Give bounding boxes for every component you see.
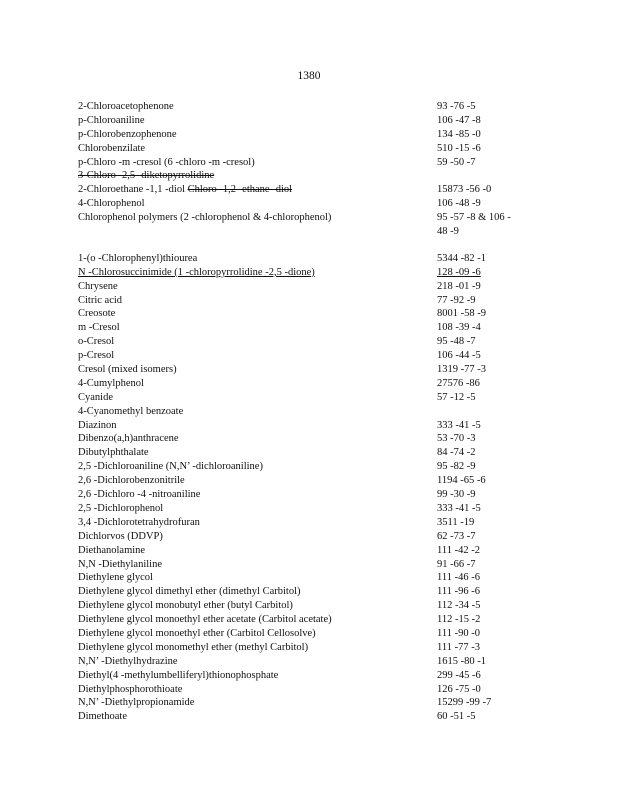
cas-number: 1615 -80 -1	[437, 655, 486, 667]
list-item	[78, 544, 538, 558]
chemical-name: 3,4 -Dichlorotetrahydrofuran	[78, 516, 200, 528]
list-item	[78, 419, 538, 433]
list-item	[78, 377, 538, 391]
chemical-name: o-Cresol	[78, 336, 115, 348]
list-item	[78, 156, 538, 170]
chemical-name: 2,5 -Dichloroaniline (N,N’ -dichloroaniline)	[78, 461, 263, 473]
chemical-name: Diethylene glycol monobutyl ether (butyl Carbitol)	[78, 600, 293, 612]
list-item	[78, 100, 538, 114]
chemical-name: m -Cresol	[78, 322, 120, 334]
list-item	[78, 710, 538, 724]
chemical-name: 4-Chlorophenol	[78, 198, 145, 210]
chemical-name: Dichlorvos (DDVP)	[78, 530, 163, 542]
chemical-name: Diethylene glycol monoethyl ether (Carbitol Cellosolve)	[78, 627, 316, 639]
list-item-struck	[78, 169, 538, 183]
chemical-name: Diethylphosphorothioate	[78, 683, 183, 695]
cas-number: 111 -96 -6	[437, 586, 480, 598]
list-item	[78, 655, 538, 669]
list-item	[78, 446, 538, 460]
chemical-name-group	[78, 183, 292, 197]
list-item	[78, 363, 538, 377]
chemical-name: Dibenzo(a,h)anthracene	[78, 433, 179, 445]
cas-number: 53 -70 -3	[437, 433, 476, 445]
cas-number: 299 -45 -6	[437, 669, 481, 681]
chemical-name: Dimethoate	[78, 711, 127, 723]
list-item	[78, 391, 538, 405]
chemical-name: Chrysene	[78, 280, 118, 292]
chemical-name: Diethyl(4 -methylumbelliferyl)thionophosphate	[78, 669, 279, 681]
chemical-name: p-Chlorobenzophenone	[78, 128, 177, 140]
list-item-underlined	[78, 266, 538, 280]
cas-number: 333 -41 -5	[437, 502, 481, 514]
cas-number: 62 -73 -7	[437, 530, 476, 542]
cas-number: 108 -39 -4	[437, 322, 481, 334]
list-item	[78, 197, 538, 211]
list-item	[78, 321, 538, 335]
list-item	[78, 669, 538, 683]
chemical-name: Creosote	[78, 308, 116, 320]
cas-number: 128 -09 -6	[437, 266, 481, 278]
list-item	[78, 405, 538, 419]
list-item	[78, 294, 538, 308]
list-item	[78, 349, 538, 363]
list-item	[78, 558, 538, 572]
chemical-name: Chlorobenzilate	[78, 142, 146, 154]
list-item	[78, 641, 538, 655]
cas-number: 112 -15 -2	[437, 614, 481, 626]
cas-number: 93 -76 -5	[437, 101, 476, 112]
list-item	[78, 516, 538, 530]
chemical-name: Cresol (mixed isomers)	[78, 364, 177, 376]
cas-number: 91 -66 -7	[437, 558, 476, 570]
cas-number: 134 -85 -0	[437, 128, 481, 140]
chemical-name: Diethylene glycol monomethyl ether (methyl Carbitol)	[78, 641, 309, 653]
chemical-name: 2-Chloroacetophenone	[78, 101, 174, 112]
struck-suffix: Chloro- 1,2- ethane- diol	[187, 184, 293, 196]
chemical-name: 2,6 -Dichloro -4 -nitroaniline	[78, 489, 201, 501]
list-item	[78, 183, 538, 197]
chemical-name: Dibutylphthalate	[78, 447, 149, 459]
cas-number: 111 -46 -6	[437, 572, 480, 584]
cas-number: 5344 -82 -1	[437, 252, 486, 264]
spacer	[78, 239, 538, 252]
chemical-name: p-Chloro -m -cresol (6 -chloro -m -cresol)	[78, 156, 255, 168]
list-item	[78, 114, 538, 128]
chemical-name: Citric acid	[78, 294, 123, 306]
cas-number: 8001 -58 -9	[437, 308, 486, 320]
chemical-name: p-Chloroaniline	[78, 114, 145, 126]
list-item	[78, 128, 538, 142]
chemical-name: Chlorophenol polymers (2 -chlorophenol & 4-chlorophenol)	[78, 212, 332, 224]
chemical-name: N,N -Diethylaniline	[78, 558, 162, 570]
list-item-continuation	[78, 225, 538, 239]
cas-number: 111 -77 -3	[437, 641, 480, 653]
cas-number: 218 -01 -9	[437, 280, 481, 292]
cas-number: 15299 -99 -7	[437, 697, 492, 709]
list-item	[78, 280, 538, 294]
list-item	[78, 211, 538, 225]
cas-number: 57 -12 -5	[437, 391, 476, 403]
list-item	[78, 530, 538, 544]
chemical-name: 4-Cyanomethyl benzoate	[78, 405, 184, 417]
list-item	[78, 696, 538, 710]
cas-number: 111 -42 -2	[437, 544, 480, 556]
cas-number-continued: 48 -9	[437, 226, 459, 238]
list-item	[78, 502, 538, 516]
cas-number: 95 -57 -8 & 106 -	[437, 212, 511, 224]
chemical-name: 1-(o -Chlorophenyl)thiourea	[78, 252, 198, 264]
cas-number: 333 -41 -5	[437, 419, 481, 431]
chemical-name: 2,5 -Dichlorophenol	[78, 502, 164, 514]
cas-number: 106 -48 -9	[437, 198, 481, 210]
chemical-name: N -Chlorosuccinimide (1 -chloropyrrolidine -2,5 -dione)	[78, 266, 315, 278]
cas-number: 1319 -77 -3	[437, 364, 486, 376]
list-item	[78, 252, 538, 266]
cas-number: 1194 -65 -6	[437, 475, 486, 487]
list-item	[78, 683, 538, 697]
cas-number: 60 -51 -5	[437, 711, 476, 723]
list-item	[78, 488, 538, 502]
cas-number: 77 -92 -9	[437, 294, 476, 306]
cas-number: 15873 -56 -0	[437, 184, 492, 196]
list-item	[78, 142, 538, 156]
cas-number: 111 -90 -0	[437, 627, 480, 639]
list-item	[78, 335, 538, 349]
chemical-name: 3-Chloro- 2,5- diketopyrrolidine	[78, 170, 215, 182]
chemical-name: N,N’ -Diethylhydrazine	[78, 655, 178, 667]
list-item	[78, 585, 538, 599]
list-item	[78, 613, 538, 627]
cas-number: 106 -47 -8	[437, 114, 481, 126]
chemical-name: 2,6 -Dichlorobenzonitrile	[78, 475, 185, 487]
cas-number: 27576 -86	[437, 377, 480, 389]
chemical-name: Diethanolamine	[78, 544, 146, 556]
list-item	[78, 571, 538, 585]
cas-number: 510 -15 -6	[437, 142, 481, 154]
cas-number: 126 -75 -0	[437, 683, 481, 695]
list-item	[78, 627, 538, 641]
cas-number: 99 -30 -9	[437, 489, 476, 501]
list-item	[78, 307, 538, 321]
chemical-name: 2-Chloroethane -1,1 -diol	[78, 184, 186, 196]
chemical-name: Diethylene glycol dimethyl ether (dimethyl Carbitol)	[78, 586, 301, 598]
list-item	[78, 599, 538, 613]
cas-number: 106 -44 -5	[437, 350, 481, 362]
chemical-name: Cyanide	[78, 391, 113, 403]
list-item	[78, 432, 538, 446]
cas-number: 95 -82 -9	[437, 461, 476, 473]
chemical-name: p-Cresol	[78, 350, 115, 362]
list-item	[78, 474, 538, 488]
cas-number: 3511 -19	[437, 516, 475, 528]
chemical-name: Diethylene glycol monoethyl ether acetate (Carbitol acetate)	[78, 614, 332, 626]
chemical-name: Diethylene glycol	[78, 572, 153, 584]
cas-number: 59 -50 -7	[437, 156, 476, 168]
chemical-name: 4-Cumylphenol	[78, 377, 144, 389]
chemical-list	[78, 100, 538, 724]
chemical-name: Diazinon	[78, 419, 117, 431]
cas-number: 112 -34 -5	[437, 600, 481, 612]
cas-number: 84 -74 -2	[437, 447, 476, 459]
page-number: 1380	[297, 70, 321, 82]
chemical-name: N,N’ -Diethylpropionamide	[78, 697, 195, 709]
cas-number: 95 -48 -7	[437, 336, 476, 348]
list-item	[78, 460, 538, 474]
